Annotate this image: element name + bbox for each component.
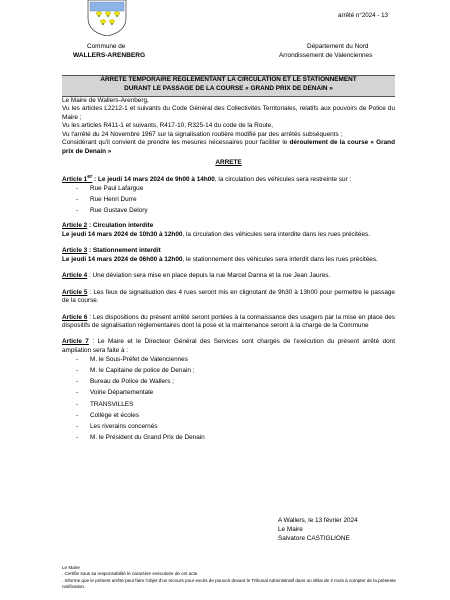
article-4-head: Article 4 [62,272,88,280]
article-2-text: , la circulation des véhicules sera interdite dans les rues précitées. [182,230,370,238]
article-7-text: : Le Maire et le Directeur Général des Services sont chargés de l'exécution du présent arrêté dont ampliation sera faite à : [62,338,395,354]
article-3-title [62,247,395,255]
street-list [62,185,395,216]
signer-role: Le Maire [278,525,303,533]
considerant-text: Considérant qu'il convient de prendre les mesures nécessaires pour faciliter le [62,139,290,147]
list-item: - TRANSVILLES [76,401,395,409]
article-2-subtitle: : Circulation interdite [87,222,154,230]
mayor-line: Le Maire de Wallers-Arenberg, [62,97,149,104]
list-item: - M. le Président du Grand Prix de Denain [76,434,395,442]
title-line-1: ARRETE TEMPORAIRE REGLEMENTANT LA CIRCULATION ET LE STATIONNEMENT [100,76,357,83]
article-1-date: : Le jeudi 14 mars 2024 de 9h00 à 14h00 [92,175,215,183]
article-6-text: : Les dispositions du présent arrêté seront portées à la connaissance des usagers par la mise en place des dispositifs de signalisation réglementaires dont la pose et la maintenance seront à la charge de la Commune [62,313,395,329]
list-item: - Les riverains concernés [76,423,395,431]
list-item: - Bureau de Police de Wallers ; [76,378,395,386]
article-5-head: Article 5 [62,288,88,296]
footer-line: . Informe que le présent arrêté peut faire l'objet d'un recours pour excès de pouvoir devant le Tribunal Administratif dans un délai de 2 mois à compter de la présente notification. [62,577,396,590]
list-item: - Rue Paul Lafargue [76,185,395,193]
footer-notice [62,565,402,591]
title-line-2: DURANT LE PASSAGE DE LA COURSE « GRAND PRIX DE DENAIN » [124,84,333,92]
article-2-date: Le jeudi 14 mars 2024 de 10h30 à 12h00 [62,230,183,238]
list-item: - M. le Sous-Préfet de Valenciennes [76,356,395,364]
article-1-text: , la circulation des véhicules sera restreinte sur : [214,175,352,183]
list-item: - M. le Capitaine de police de Denain ; [76,367,395,375]
legal-reference: Vu les articles R411-1 et suivants, R417-10, R325-14 du code de la Route, [62,122,274,130]
list-item: - Collège et écoles [76,412,395,420]
article-3-text: , le stationnement des véhicules sera interdit dans les rues précitées. [182,255,378,263]
article-6 [62,314,395,331]
article-3 [62,256,395,264]
list-item: - Voirie Départementale [76,389,395,397]
article-1-sup: er [87,173,93,180]
signature-block [278,517,358,543]
coat-of-arms-crest-icon [86,0,128,36]
legal-reference: Vu les articles L2212-1 et suivants du Code Général des Collectivités Territoriales, relatifs aux pouvoirs de Police du Maire ; [62,105,395,121]
article-2-title [62,222,395,230]
arrete-number: arrêté n°2024 - 13 [338,12,388,19]
document-title-box [62,75,395,97]
article-1 [62,174,395,185]
recipient-list [62,356,395,442]
article-1-head: Article 1 [62,175,88,183]
commune-name: WALLERS-ARENBERG [73,52,146,59]
list-item: - Rue Gustave Delory [76,207,395,215]
article-3-head: Article 3 [62,247,88,255]
document-body [62,97,395,445]
commune-label: Commune de [87,43,126,50]
article-6-head: Article 6 [62,313,88,321]
article-4-text: : Une déviation sera mise en place depuis la rue Marcel Danna et la rue Jean Jaures. [87,272,331,280]
article-3-date: Le jeudi 14 mars 2024 de 06h00 à 12h00 [62,255,183,263]
signer-name: Salvatore CASTIGLIONE [278,534,350,542]
department-label: Département du Nord [307,43,369,50]
footer-line: Le Maire [62,565,80,570]
list-item: - Rue Henri Durre [76,196,395,204]
footer-line: . Certifie sous sa responsabilité le caractère exécutoire de cet acte. [62,571,199,577]
article-5-text: : Les feux de signalisation des 4 rues seront mis en clignotant de 9h30 à 13h00 pour permettre le passage de la course. [62,288,395,305]
arrondissement-label: Arrondissement de Valenciennes [279,52,373,59]
article-7-head: Article 7 [62,338,89,346]
considerant-paragraph [62,139,395,156]
article-4 [62,272,395,280]
considerant-emphasis: déroulement de la course « Grand prix de Denain » [62,139,395,155]
article-3-subtitle: : Stationnement interdit [87,247,161,255]
place-date: A Wallers, le 13 février 2024 [278,517,358,524]
article-7 [62,338,395,355]
article-2-head: Article 2 [62,222,88,230]
article-2 [62,231,395,239]
legal-reference: Vu l'arrêté du 24 Novembre 1967 sur la signalisation routière modifié par des arrêtés subséquents ; [62,130,343,138]
article-5 [62,289,395,306]
arrete-heading: ARRETE [215,159,242,167]
